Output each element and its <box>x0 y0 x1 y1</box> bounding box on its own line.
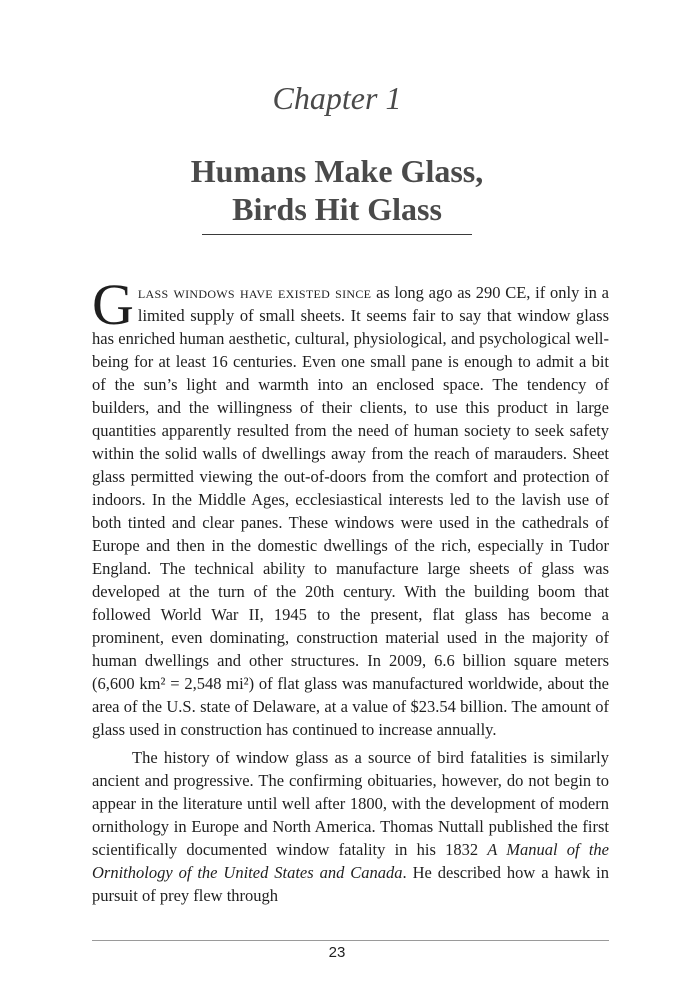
chapter-title-line-1: Humans Make Glass, <box>190 153 484 189</box>
paragraph-2 <box>92 746 609 907</box>
paragraph-2-text: The history of window glass as a source of bird fatalities is similarly ancient and progressive. The confirming obituaries, however, do not begin to appear in the literature until well after 1800, with the development of modern ornithology in Europe and North America. Thomas Nuttall published the first scientifically documented window fatality in his 1832 <box>92 748 609 859</box>
footer-rule <box>92 940 609 941</box>
title-underline <box>202 234 472 235</box>
drop-cap: G <box>92 272 134 337</box>
paragraph-2-end: . He described how a hawk in pursuit of prey flew through <box>92 863 609 905</box>
chapter-label: Chapter 1 <box>272 80 402 116</box>
body-text <box>92 272 609 907</box>
page-number: 23 <box>328 944 346 961</box>
book-title-italic: A Manual of the Ornithology of the United States and Canada <box>92 840 609 882</box>
chapter-title-line-2: Birds Hit Glass <box>232 191 442 227</box>
paragraph-1 <box>92 272 609 741</box>
chapter-title <box>0 152 674 228</box>
paragraph-1-text: as long ago as 290 CE, if only in a limited supply of small sheets. It seems fair to say that window glass has enriched human aesthetic, cultural, physiological, and psychological well-being for at least 16 centuries. Even one small pane is enough to admit a bit of the sun’s light and warmth into an enclosed space. The tendency of builders, and the willingness of their clients, to use this product in large quantities apparently resulted from the need of human society to seek safety within the solid walls of dwellings away from the reach of marauders. Sheet glass permitted viewing the out-of-doors from the comfort and protection of indoors. In the Middle Ages, ecclesiastical interests led to the lavish use of both tinted and clear panes. These windows were used in the cathedrals of Europe and then in the domestic dwellings of the rich, especially in Tudor England. The technical ability to manufacture large sheets of glass was developed at the turn of the 20th century. With the building boom that followed World War II, 1945 to the present, flat glass has become a prominent, even dominating, construction material used in the majority of human dwellings and other structures. In 2009, 6.6 billion square meters (6,600 km² = 2,548 mi²) of flat glass was manufactured worldwide, about the area of the U.S. state of Delaware, at a value of $23.54 billion. The amount of glass used in construction has continued to increase annually. <box>92 283 609 739</box>
lead-in-small-caps: lass windows have existed since <box>137 283 372 302</box>
